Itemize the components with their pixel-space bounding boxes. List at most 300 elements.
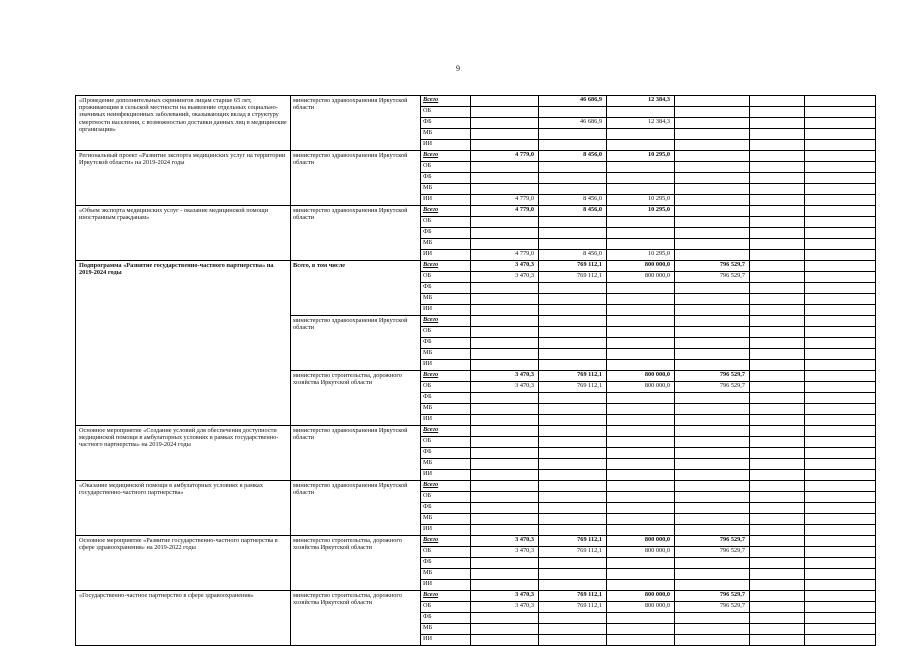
- source-cell: ИИ: [421, 635, 471, 646]
- value-cell: [675, 613, 750, 624]
- value-cell: [471, 415, 539, 426]
- value-cell: [539, 558, 607, 569]
- value-cell: [805, 558, 876, 569]
- value-cell: [607, 184, 675, 195]
- value-cell: [607, 360, 675, 371]
- value-cell: [675, 624, 750, 635]
- value-cell: [675, 470, 750, 481]
- value-cell: [750, 503, 805, 514]
- value-cell: [471, 305, 539, 316]
- value-cell: [471, 426, 539, 437]
- value-cell: [805, 525, 876, 536]
- value-cell: [539, 305, 607, 316]
- value-cell: [539, 624, 607, 635]
- value-cell: [675, 393, 750, 404]
- value-cell: [805, 272, 876, 283]
- value-cell: [805, 415, 876, 426]
- value-cell: [539, 162, 607, 173]
- source-cell: Всего: [421, 591, 471, 602]
- source-cell: ИИ: [421, 360, 471, 371]
- value-cell: [675, 514, 750, 525]
- value-cell: [805, 393, 876, 404]
- value-cell: [675, 195, 750, 206]
- value-cell: [675, 327, 750, 338]
- value-cell: [805, 448, 876, 459]
- value-cell: [471, 184, 539, 195]
- value-cell: [471, 96, 539, 107]
- value-cell: [750, 217, 805, 228]
- value-cell: [805, 503, 876, 514]
- source-cell: ОБ: [421, 107, 471, 118]
- source-cell: ИИ: [421, 415, 471, 426]
- value-cell: 800 000,0: [607, 382, 675, 393]
- source-cell: ФБ: [421, 228, 471, 239]
- value-cell: [750, 305, 805, 316]
- page-number: 9: [456, 64, 460, 73]
- source-cell: МБ: [421, 239, 471, 250]
- source-cell: ФБ: [421, 503, 471, 514]
- value-cell: [471, 404, 539, 415]
- source-cell: ОБ: [421, 547, 471, 558]
- value-cell: [607, 349, 675, 360]
- value-cell: [805, 547, 876, 558]
- value-cell: [750, 415, 805, 426]
- executor-cell: Всего, в том числе: [291, 261, 421, 316]
- value-cell: [750, 536, 805, 547]
- value-cell: [750, 272, 805, 283]
- value-cell: [539, 107, 607, 118]
- value-cell: [675, 250, 750, 261]
- source-cell: ФБ: [421, 173, 471, 184]
- value-cell: [805, 283, 876, 294]
- source-cell: МБ: [421, 569, 471, 580]
- value-cell: [750, 569, 805, 580]
- value-cell: [471, 118, 539, 129]
- value-cell: [539, 426, 607, 437]
- value-cell: 10 295,0: [607, 151, 675, 162]
- value-cell: [750, 613, 805, 624]
- value-cell: 796 529,7: [675, 547, 750, 558]
- value-cell: [805, 470, 876, 481]
- value-cell: [607, 437, 675, 448]
- value-cell: [805, 118, 876, 129]
- value-cell: 10 295,0: [607, 250, 675, 261]
- value-cell: 3 470,3: [471, 602, 539, 613]
- value-cell: [750, 448, 805, 459]
- value-cell: [805, 514, 876, 525]
- value-cell: 800 000,0: [607, 602, 675, 613]
- value-cell: 4 779,0: [471, 250, 539, 261]
- value-cell: [607, 217, 675, 228]
- value-cell: [607, 316, 675, 327]
- value-cell: 796 529,7: [675, 602, 750, 613]
- value-cell: [805, 184, 876, 195]
- executor-cell: министерство здравоохранения Иркутской области: [291, 151, 421, 206]
- value-cell: [750, 470, 805, 481]
- source-cell: МБ: [421, 294, 471, 305]
- value-cell: [805, 382, 876, 393]
- value-cell: 4 779,0: [471, 195, 539, 206]
- value-cell: [607, 162, 675, 173]
- value-cell: [607, 580, 675, 591]
- value-cell: 46 686,9: [539, 118, 607, 129]
- value-cell: [675, 294, 750, 305]
- value-cell: [805, 305, 876, 316]
- value-cell: [805, 536, 876, 547]
- value-cell: [471, 635, 539, 646]
- value-cell: 46 686,9: [539, 96, 607, 107]
- value-cell: [675, 107, 750, 118]
- source-cell: МБ: [421, 404, 471, 415]
- value-cell: 769 112,1: [539, 261, 607, 272]
- value-cell: [471, 162, 539, 173]
- value-cell: [607, 492, 675, 503]
- value-cell: [607, 129, 675, 140]
- value-cell: [539, 470, 607, 481]
- value-cell: [805, 624, 876, 635]
- executor-cell: министерство строительства, дорожного хозяйства Иркутской области: [291, 591, 421, 646]
- table-row: [76, 151, 876, 162]
- table-row: [76, 591, 876, 602]
- value-cell: [675, 503, 750, 514]
- value-cell: [471, 569, 539, 580]
- value-cell: 800 000,0: [607, 536, 675, 547]
- value-cell: [471, 624, 539, 635]
- value-cell: [805, 327, 876, 338]
- value-cell: [805, 261, 876, 272]
- source-cell: ФБ: [421, 393, 471, 404]
- value-cell: [607, 569, 675, 580]
- source-cell: ОБ: [421, 382, 471, 393]
- measure-name-cell: «Объем экспорта медицинских услуг - оказание медицинской помощи иностранным гражданам»: [76, 206, 291, 261]
- value-cell: [675, 349, 750, 360]
- source-cell: ОБ: [421, 162, 471, 173]
- measure-name-cell: Основное мероприятие «Создание условий для обеспечения доступности медицинской помощи в амбулаторных условиях в рамках государственно-частного партнерства» на 2019-2024 годы: [76, 426, 291, 481]
- value-cell: [675, 129, 750, 140]
- value-cell: [675, 426, 750, 437]
- value-cell: [750, 624, 805, 635]
- value-cell: [539, 239, 607, 250]
- source-cell: Всего: [421, 316, 471, 327]
- value-cell: [805, 228, 876, 239]
- value-cell: [607, 338, 675, 349]
- value-cell: [750, 349, 805, 360]
- value-cell: [750, 151, 805, 162]
- value-cell: [750, 283, 805, 294]
- value-cell: [539, 140, 607, 151]
- value-cell: [750, 525, 805, 536]
- value-cell: [607, 228, 675, 239]
- value-cell: [607, 415, 675, 426]
- value-cell: [675, 415, 750, 426]
- source-cell: ОБ: [421, 437, 471, 448]
- executor-cell: министерство здравоохранения Иркутской области: [291, 96, 421, 151]
- value-cell: [750, 426, 805, 437]
- value-cell: [805, 195, 876, 206]
- value-cell: [471, 525, 539, 536]
- value-cell: [471, 294, 539, 305]
- value-cell: [471, 349, 539, 360]
- value-cell: [539, 184, 607, 195]
- value-cell: 8 456,0: [539, 206, 607, 217]
- value-cell: [750, 316, 805, 327]
- value-cell: [471, 558, 539, 569]
- value-cell: [539, 327, 607, 338]
- value-cell: [607, 173, 675, 184]
- table-row: [76, 261, 876, 272]
- value-cell: [539, 294, 607, 305]
- value-cell: [805, 338, 876, 349]
- value-cell: [750, 239, 805, 250]
- value-cell: 8 456,0: [539, 151, 607, 162]
- value-cell: [471, 503, 539, 514]
- value-cell: [675, 459, 750, 470]
- value-cell: [805, 591, 876, 602]
- value-cell: [675, 492, 750, 503]
- value-cell: [750, 602, 805, 613]
- value-cell: [805, 613, 876, 624]
- value-cell: 3 470,3: [471, 371, 539, 382]
- value-cell: [471, 338, 539, 349]
- value-cell: [471, 437, 539, 448]
- value-cell: [607, 239, 675, 250]
- table-row: [76, 481, 876, 492]
- executor-cell: министерство здравоохранения Иркутской области: [291, 316, 421, 371]
- value-cell: [675, 481, 750, 492]
- value-cell: [805, 151, 876, 162]
- value-cell: [750, 492, 805, 503]
- value-cell: [750, 228, 805, 239]
- value-cell: [805, 129, 876, 140]
- value-cell: [607, 635, 675, 646]
- value-cell: [607, 525, 675, 536]
- value-cell: [750, 360, 805, 371]
- value-cell: [607, 294, 675, 305]
- value-cell: [471, 393, 539, 404]
- value-cell: [539, 129, 607, 140]
- value-cell: [675, 448, 750, 459]
- source-cell: Всего: [421, 151, 471, 162]
- value-cell: [805, 360, 876, 371]
- value-cell: [471, 613, 539, 624]
- value-cell: [750, 547, 805, 558]
- value-cell: [607, 481, 675, 492]
- value-cell: [675, 360, 750, 371]
- value-cell: [675, 338, 750, 349]
- value-cell: 769 112,1: [539, 371, 607, 382]
- value-cell: [675, 173, 750, 184]
- value-cell: [805, 492, 876, 503]
- value-cell: [805, 206, 876, 217]
- value-cell: [750, 129, 805, 140]
- value-cell: [607, 305, 675, 316]
- value-cell: [805, 316, 876, 327]
- value-cell: [805, 96, 876, 107]
- value-cell: [750, 459, 805, 470]
- value-cell: 769 112,1: [539, 536, 607, 547]
- source-cell: ОБ: [421, 492, 471, 503]
- value-cell: [539, 580, 607, 591]
- value-cell: [539, 228, 607, 239]
- value-cell: [471, 492, 539, 503]
- value-cell: [539, 613, 607, 624]
- value-cell: [675, 96, 750, 107]
- value-cell: [607, 514, 675, 525]
- value-cell: 12 384,3: [607, 118, 675, 129]
- value-cell: [539, 437, 607, 448]
- value-cell: 4 779,0: [471, 151, 539, 162]
- table-row: [76, 536, 876, 547]
- value-cell: [805, 481, 876, 492]
- value-cell: 769 112,1: [539, 382, 607, 393]
- value-cell: [471, 228, 539, 239]
- value-cell: [539, 404, 607, 415]
- source-cell: ОБ: [421, 272, 471, 283]
- source-cell: Всего: [421, 426, 471, 437]
- value-cell: 3 470,3: [471, 591, 539, 602]
- source-cell: ИИ: [421, 470, 471, 481]
- value-cell: 796 529,7: [675, 371, 750, 382]
- value-cell: [750, 140, 805, 151]
- value-cell: [607, 283, 675, 294]
- value-cell: [675, 162, 750, 173]
- value-cell: [675, 525, 750, 536]
- source-cell: ОБ: [421, 327, 471, 338]
- value-cell: [607, 107, 675, 118]
- table-row: [76, 96, 876, 107]
- value-cell: [805, 173, 876, 184]
- value-cell: [805, 162, 876, 173]
- value-cell: [675, 228, 750, 239]
- value-cell: 4 779,0: [471, 206, 539, 217]
- value-cell: [750, 382, 805, 393]
- measure-name-cell: Основное мероприятие «Развитие государственно-частного партнерства в сфере здравоохранения» на 2019-2022 годы: [76, 536, 291, 591]
- value-cell: [471, 239, 539, 250]
- value-cell: [539, 338, 607, 349]
- value-cell: [539, 349, 607, 360]
- value-cell: [750, 206, 805, 217]
- source-cell: ФБ: [421, 448, 471, 459]
- value-cell: [607, 624, 675, 635]
- value-cell: [471, 316, 539, 327]
- source-cell: МБ: [421, 129, 471, 140]
- value-cell: [805, 294, 876, 305]
- value-cell: [750, 173, 805, 184]
- value-cell: 3 470,3: [471, 382, 539, 393]
- value-cell: [539, 316, 607, 327]
- value-cell: [750, 580, 805, 591]
- value-cell: [750, 371, 805, 382]
- measure-name-cell: «Оказание медицинской помощи в амбулаторных условиях в рамках государственно-частного партнерства»: [76, 481, 291, 536]
- value-cell: [750, 404, 805, 415]
- source-cell: МБ: [421, 624, 471, 635]
- value-cell: [805, 437, 876, 448]
- value-cell: [805, 107, 876, 118]
- value-cell: [675, 580, 750, 591]
- value-cell: [471, 140, 539, 151]
- value-cell: [675, 305, 750, 316]
- value-cell: [471, 481, 539, 492]
- table-row: [76, 426, 876, 437]
- value-cell: [675, 151, 750, 162]
- value-cell: [539, 569, 607, 580]
- value-cell: [471, 217, 539, 228]
- value-cell: [539, 448, 607, 459]
- measure-name-cell: Подпрограмма «Развитие государственно-частного партнерства» на 2019-2024 годы: [76, 261, 291, 426]
- source-cell: МБ: [421, 514, 471, 525]
- value-cell: [750, 558, 805, 569]
- value-cell: 796 529,7: [675, 272, 750, 283]
- value-cell: [750, 162, 805, 173]
- value-cell: [750, 195, 805, 206]
- value-cell: [675, 184, 750, 195]
- value-cell: 769 112,1: [539, 547, 607, 558]
- value-cell: 796 529,7: [675, 261, 750, 272]
- source-cell: ОБ: [421, 602, 471, 613]
- value-cell: [607, 558, 675, 569]
- value-cell: [675, 316, 750, 327]
- source-cell: Всего: [421, 371, 471, 382]
- value-cell: [750, 481, 805, 492]
- value-cell: [539, 415, 607, 426]
- source-cell: Всего: [421, 481, 471, 492]
- value-cell: [539, 360, 607, 371]
- value-cell: [675, 283, 750, 294]
- value-cell: [675, 217, 750, 228]
- value-cell: [607, 459, 675, 470]
- value-cell: [607, 327, 675, 338]
- value-cell: [675, 140, 750, 151]
- value-cell: [539, 393, 607, 404]
- value-cell: [471, 580, 539, 591]
- value-cell: 3 470,3: [471, 272, 539, 283]
- value-cell: [539, 283, 607, 294]
- source-cell: ИИ: [421, 250, 471, 261]
- table-row: [76, 206, 876, 217]
- source-cell: МБ: [421, 349, 471, 360]
- value-cell: [675, 239, 750, 250]
- source-cell: ИИ: [421, 525, 471, 536]
- value-cell: 10 295,0: [607, 195, 675, 206]
- value-cell: [750, 591, 805, 602]
- value-cell: [750, 250, 805, 261]
- value-cell: 796 529,7: [675, 591, 750, 602]
- value-cell: [750, 327, 805, 338]
- value-cell: [750, 118, 805, 129]
- value-cell: 769 112,1: [539, 591, 607, 602]
- source-cell: ИИ: [421, 140, 471, 151]
- value-cell: [607, 613, 675, 624]
- value-cell: [805, 371, 876, 382]
- source-cell: ФБ: [421, 283, 471, 294]
- value-cell: [607, 404, 675, 415]
- value-cell: [539, 492, 607, 503]
- value-cell: [805, 140, 876, 151]
- value-cell: [607, 470, 675, 481]
- value-cell: 769 112,1: [539, 272, 607, 283]
- value-cell: [539, 635, 607, 646]
- value-cell: [471, 107, 539, 118]
- value-cell: [805, 250, 876, 261]
- value-cell: [675, 635, 750, 646]
- value-cell: 3 470,3: [471, 261, 539, 272]
- value-cell: [675, 569, 750, 580]
- value-cell: 12 384,3: [607, 96, 675, 107]
- measure-name-cell: Региональный проект «Развитие экспорта медицинских услуг на территории Иркутской области» на 2019-2024 годы: [76, 151, 291, 206]
- value-cell: 800 000,0: [607, 547, 675, 558]
- source-cell: ИИ: [421, 305, 471, 316]
- executor-cell: министерство здравоохранения Иркутской области: [291, 426, 421, 481]
